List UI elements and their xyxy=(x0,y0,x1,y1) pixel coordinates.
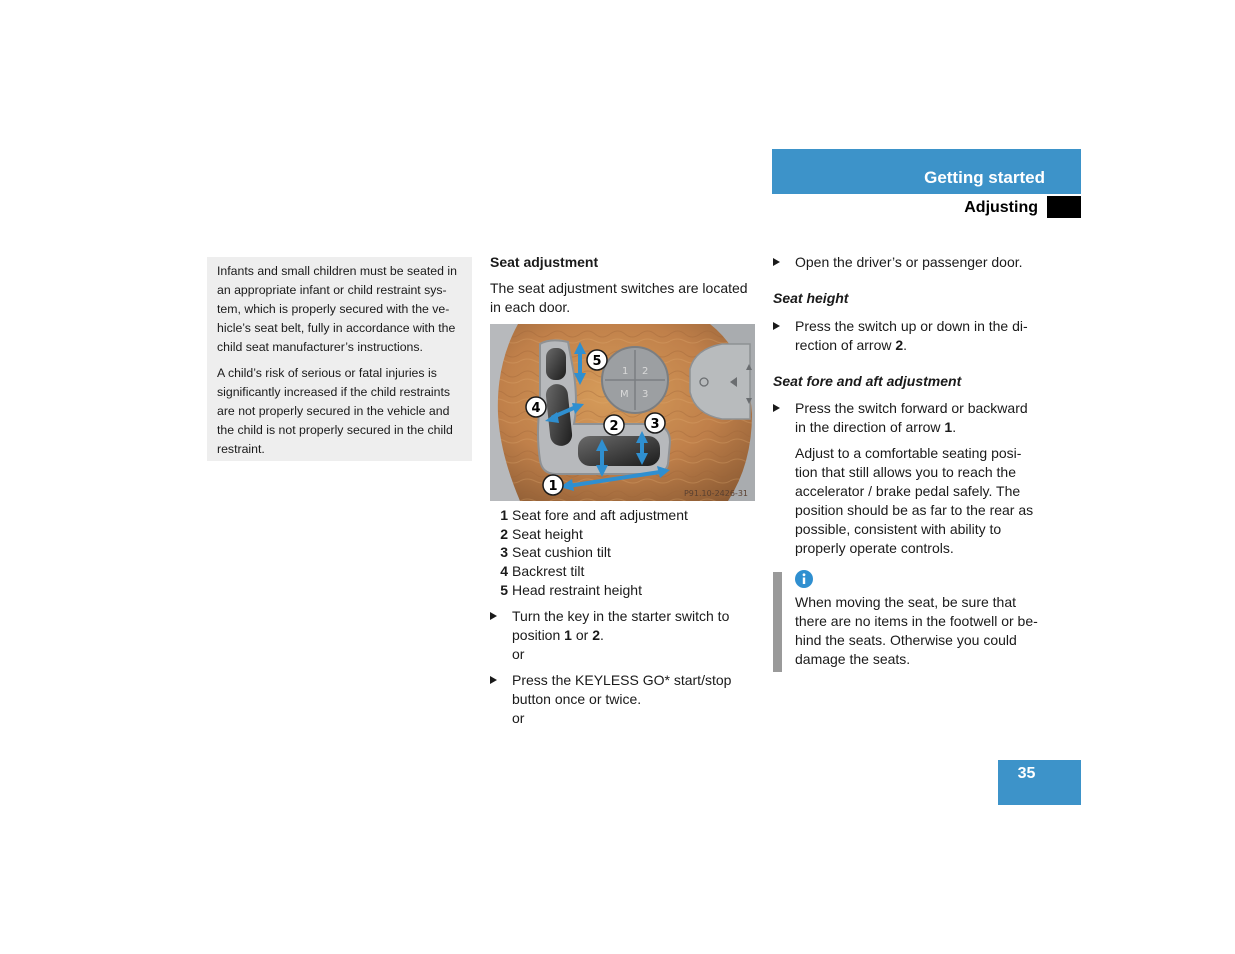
callout-3: 3 xyxy=(650,417,660,432)
seat-adjustment-intro: The seat adjustment switches are located in each door. xyxy=(490,280,748,315)
bullet-arrow-icon xyxy=(490,676,497,684)
step-open-door: Open the driver’s or passenger door. xyxy=(773,253,1038,272)
warning-paragraph-1: Infants and small children must be seated in an appropriate infant or child restraint sys-tem, which is properly secured with the ve-hicle’s seat belt, fully in accordance with the child seat manufacturer’s instructions. xyxy=(217,264,457,354)
seat-height-heading: Seat height xyxy=(773,290,849,306)
info-icon xyxy=(795,570,813,588)
step-fore-aft: Press the switch forward or backward in the direction of arrow 1. xyxy=(773,399,1038,437)
memory-button-m-label: M xyxy=(620,389,629,400)
callout-1: 1 xyxy=(548,479,558,494)
bullet-arrow-icon xyxy=(773,258,780,266)
seat-switch-figure xyxy=(490,324,755,501)
or-text: or xyxy=(512,710,525,726)
subsection-title: Adjusting xyxy=(964,199,1038,216)
seat-switch-illustration xyxy=(490,324,755,501)
fore-aft-heading: Seat fore and aft adjustment xyxy=(773,373,962,389)
info-text: When moving the seat, be sure that there are no items in the footwell or be-hind the seats. Otherwise you could damage the seats. xyxy=(795,594,1038,667)
section-header-band xyxy=(772,149,1081,194)
figure-code: P91.10-2426-31 xyxy=(683,489,748,498)
callout-2: 2 xyxy=(609,419,619,434)
step-seat-height: Press the switch up or down in the di-rection of arrow 2. xyxy=(773,317,1035,355)
memory-button-3-label: 3 xyxy=(642,389,649,400)
page-number: 35 xyxy=(1017,765,1036,782)
step-keyless-go: Press the KEYLESS GO* start/stop button once or twice. or xyxy=(490,671,745,728)
header-marker xyxy=(1047,196,1081,218)
bullet-arrow-icon xyxy=(490,612,497,620)
bullet-arrow-icon xyxy=(773,322,780,330)
warning-paragraph-2: A child’s risk of serious or fatal injuries is significantly increased if the child restraints are not properly secured in the vehicle and the child is not properly secured in the child restraint. xyxy=(217,366,453,456)
callout-5: 5 xyxy=(592,354,602,369)
bullet-arrow-icon xyxy=(773,404,780,412)
section-title: Getting started xyxy=(924,168,1045,187)
memory-button-2-label: 2 xyxy=(642,366,649,377)
page-number-box xyxy=(998,760,1081,805)
fore-aft-note: Adjust to a comfortable seating posi-tion that still allows you to reach the accelerator / brake pedal safely. The position should be as far to the rear as possible, consistent with ability to properly operate controls. xyxy=(795,445,1034,556)
info-bar xyxy=(773,572,782,672)
step-turn-key: Turn the key in the starter switch to position 1 or 2. or xyxy=(490,607,745,664)
memory-button-1-label: 1 xyxy=(622,366,629,377)
callout-4: 4 xyxy=(531,401,541,416)
warning-box xyxy=(207,257,472,461)
or-text: or xyxy=(512,646,525,662)
seat-adjustment-heading: Seat adjustment xyxy=(490,254,599,270)
